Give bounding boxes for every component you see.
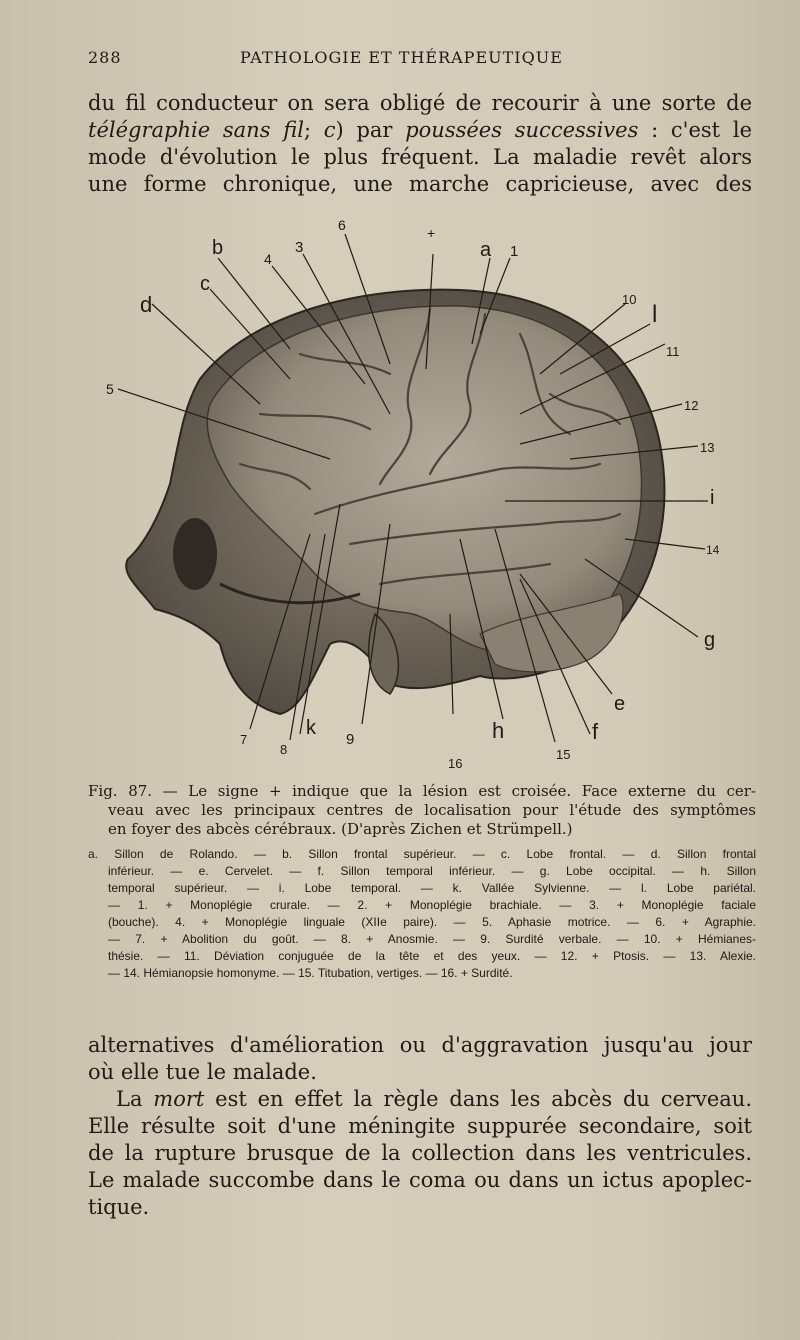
page-number: 288 xyxy=(88,48,122,67)
text-line: La mort est en effet la règle dans les abcès du cerveau. xyxy=(116,1087,752,1111)
label-c: c xyxy=(200,273,210,295)
label-8: 8 xyxy=(280,742,288,757)
label-3: 3 xyxy=(295,239,304,256)
page-header xyxy=(88,48,760,72)
label-cross: + xyxy=(427,225,436,241)
label-a: a xyxy=(480,239,492,261)
label-b: b xyxy=(212,237,224,259)
label-15: 15 xyxy=(556,747,571,762)
body-text-bottom xyxy=(88,1032,752,1221)
legend-line: inférieur. — e. Cervelet. — f. Sillon temporal inférieur. — g. Lobe occipital. — h. Sillon xyxy=(108,864,756,878)
label-i: i xyxy=(710,487,715,509)
figure-legend xyxy=(88,846,756,982)
label-14: 14 xyxy=(706,543,720,557)
label-f: f xyxy=(592,719,599,744)
label-12: 12 xyxy=(684,398,699,413)
label-16: 16 xyxy=(448,756,463,771)
label-13: 13 xyxy=(700,440,715,455)
running-title: PATHOLOGIE ET THÉRAPEUTIQUE xyxy=(240,48,563,67)
label-1: 1 xyxy=(510,243,519,260)
legend-line: — 14. Hémianopsie homonyme. — 15. Titubation, vertiges. — 16. + Surdité. xyxy=(108,966,513,980)
figure-caption xyxy=(88,782,756,839)
label-4: 4 xyxy=(264,251,272,267)
label-d: d xyxy=(140,292,153,317)
legend-line: thésie. — 11. Déviation conjuguée de la tête et des yeux. — 12. + Ptosis. — 13. Alexie. xyxy=(108,949,756,963)
legend-line: a. Sillon de Rolando. — b. Sillon frontal supérieur. — c. Lobe frontal. — d. Sillon frontal xyxy=(88,847,756,861)
legend-line: — 7. + Abolition du goût. — 8. + Anosmie. — 9. Surdité verbale. — 10. + Hémianes- xyxy=(108,932,756,946)
caption-line: veau avec les principaux centres de localisation pour l'étude des symptômes xyxy=(108,801,756,819)
body-text-top xyxy=(88,90,752,198)
legend-line: temporal supérieur. — i. Lobe temporal. — k. Vallée Sylvienne. — l. Lobe pariétal. xyxy=(108,881,756,895)
italic-word: mort xyxy=(153,1087,205,1111)
brain-figure xyxy=(100,214,720,774)
text-line: Elle résulte soit d'une méningite suppurée secondaire, soit xyxy=(88,1114,752,1138)
label-5: 5 xyxy=(106,381,114,397)
text-line: du fil conducteur on sera obligé de recourir à une sorte de xyxy=(88,91,752,115)
label-11: 11 xyxy=(666,344,680,359)
orbit xyxy=(173,518,217,590)
text-line: Le malade succombe dans le coma ou dans un ictus apoplec- xyxy=(88,1168,752,1192)
italic-phrase: poussées successives xyxy=(405,118,639,142)
label-k: k xyxy=(306,717,316,739)
legend-line: (bouche). 4. + Monoplégie linguale (XIIe paire). — 5. Aphasie motrice. — 6. + Agraphie. xyxy=(108,915,756,929)
label-9: 9 xyxy=(346,731,355,748)
label-10: 10 xyxy=(622,292,637,307)
text-line: de la rupture brusque de la collection dans les ventricules. xyxy=(88,1141,752,1165)
text-line: une forme chronique, une marche capricieuse, avec des xyxy=(88,172,752,196)
label-7: 7 xyxy=(240,732,248,747)
caption-line: Fig. 87. — Le signe + indique que la lésion est croisée. Face externe du cer- xyxy=(88,782,756,800)
text-line: télégraphie sans fil; c) par poussées successives : c'est le xyxy=(88,118,752,142)
label-l: l xyxy=(652,301,658,328)
text-line: tique. xyxy=(88,1195,150,1219)
label-e: e xyxy=(614,693,626,715)
text-line: alternatives d'amélioration ou d'aggravation jusqu'au jour xyxy=(88,1033,752,1057)
italic-phrase: télégraphie sans fil xyxy=(88,118,304,142)
text-line: où elle tue le malade. xyxy=(88,1060,317,1084)
text-line: mode d'évolution le plus fréquent. La maladie revêt alors xyxy=(88,145,752,169)
label-g: g xyxy=(704,629,716,651)
label-h: h xyxy=(492,718,505,743)
caption-line: en foyer des abcès cérébraux. (D'après Zichen et Strümpell.) xyxy=(108,820,573,838)
legend-line: — 1. + Monoplégie crurale. — 2. + Monoplégie brachiale. — 3. + Monoplégie faciale xyxy=(108,898,756,912)
label-6: 6 xyxy=(338,217,346,233)
